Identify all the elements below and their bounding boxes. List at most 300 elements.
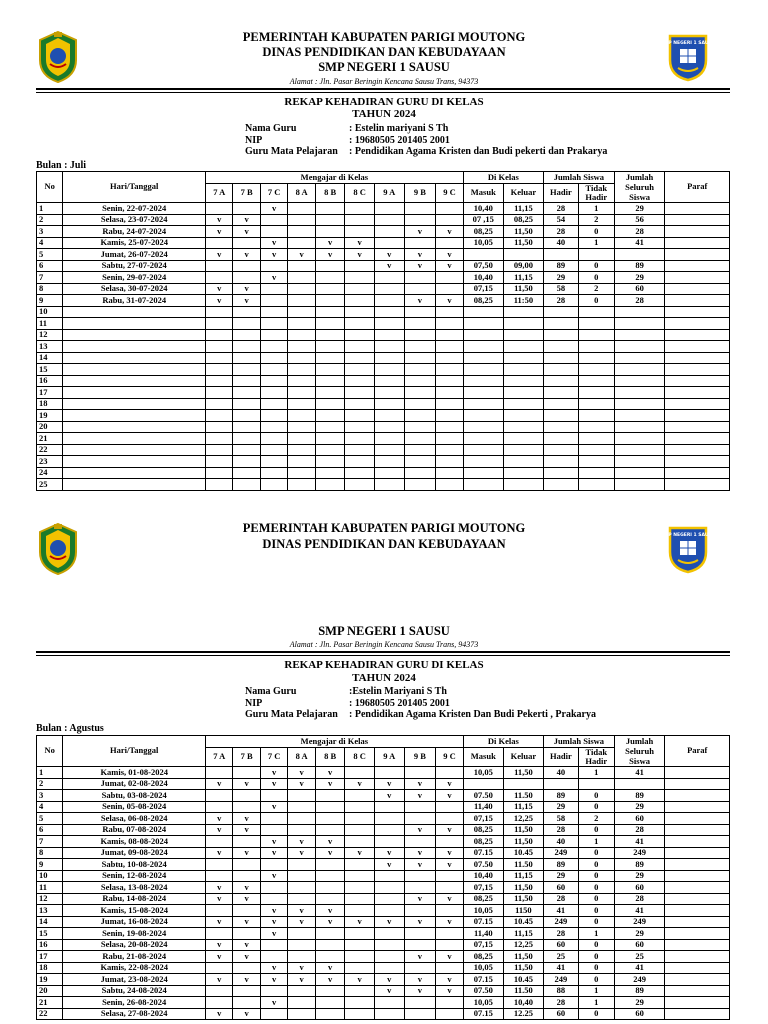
cell-class-mark: v	[288, 905, 315, 917]
cell-total	[614, 306, 665, 318]
cell-class-mark	[260, 364, 287, 376]
cell-sign	[665, 778, 730, 790]
cell-out	[503, 444, 543, 456]
cell-class-mark: v	[233, 214, 260, 226]
cell-total	[614, 778, 665, 790]
cell-class-mark	[206, 790, 233, 802]
cell-in	[463, 249, 503, 261]
cell-class-mark: v	[404, 951, 436, 963]
cell-present	[543, 249, 578, 261]
cell-class-mark	[288, 272, 315, 284]
cell-out: 11,50	[503, 767, 543, 779]
cell-no: 15	[37, 364, 63, 376]
cell-present	[543, 444, 578, 456]
cell-out	[503, 433, 543, 445]
cell-class-mark	[315, 939, 345, 951]
cell-class-mark	[436, 421, 464, 433]
cell-class-mark	[233, 398, 260, 410]
cell-out: 11,15	[503, 870, 543, 882]
cell-in: 08,25	[463, 836, 503, 848]
cell-class-mark: v	[206, 939, 233, 951]
cell-class-mark	[374, 444, 404, 456]
cell-out	[503, 456, 543, 468]
cell-absent	[578, 352, 614, 364]
cell-class-mark: v	[288, 249, 315, 261]
cell-sign	[665, 916, 730, 928]
cell-class-mark	[206, 962, 233, 974]
name-label: Nama Guru	[245, 686, 297, 697]
cell-class-mark	[260, 939, 287, 951]
cell-class-mark	[233, 985, 260, 997]
cell-present	[543, 467, 578, 479]
school-address: Alamat : Jln. Pasar Beringin Kencana Sausu Trans, 94373	[289, 77, 479, 86]
cell-total: 89	[614, 859, 665, 871]
cell-sign	[665, 905, 730, 917]
cell-class-mark	[436, 905, 464, 917]
col-total: Jumlah Seluruh Siswa	[614, 172, 665, 203]
cell-class-mark	[206, 421, 233, 433]
cell-out: 11,15	[503, 203, 543, 215]
cell-present	[543, 421, 578, 433]
cell-class-mark	[404, 214, 436, 226]
cell-sign	[665, 847, 730, 859]
cell-in: 07,15	[463, 283, 503, 295]
cell-class-mark	[288, 951, 315, 963]
cell-class-mark: v	[374, 859, 404, 871]
cell-sign	[665, 444, 730, 456]
cell-class-mark	[436, 398, 464, 410]
table-row	[37, 882, 730, 894]
cell-class-mark: v	[260, 778, 287, 790]
cell-sign	[665, 801, 730, 813]
cell-out	[503, 421, 543, 433]
cell-class-mark	[260, 456, 287, 468]
col-sign: Paraf	[665, 172, 730, 203]
cell-sign	[665, 226, 730, 238]
cell-day	[63, 387, 206, 399]
table-row	[37, 433, 730, 445]
cell-class-mark	[374, 479, 404, 491]
cell-class-mark	[288, 283, 315, 295]
cell-present: 58	[543, 283, 578, 295]
cell-day: Rabu, 21-08-2024	[63, 951, 206, 963]
cell-class-mark	[436, 329, 464, 341]
cell-sign	[665, 203, 730, 215]
table-row	[37, 249, 730, 261]
cell-class-mark	[315, 882, 345, 894]
cell-class-mark	[374, 364, 404, 376]
cell-no: 18	[37, 962, 63, 974]
table-row	[37, 410, 730, 422]
cell-day: Kamis, 08-08-2024	[63, 836, 206, 848]
sheet-july	[0, 0, 768, 505]
cell-class-mark	[288, 813, 315, 825]
header-divider	[36, 88, 730, 90]
table-row	[37, 226, 730, 238]
cell-total: 29	[614, 928, 665, 940]
cell-class-mark	[315, 824, 345, 836]
cell-no: 13	[37, 905, 63, 917]
cell-out: 08,25	[503, 214, 543, 226]
cell-class-mark	[288, 306, 315, 318]
cell-class-mark	[345, 928, 375, 940]
cell-class-mark: v	[260, 237, 287, 249]
cell-no: 12	[37, 893, 63, 905]
cell-class-mark: v	[374, 985, 404, 997]
cell-present: 54	[543, 214, 578, 226]
cell-class-mark	[233, 237, 260, 249]
cell-in: 11,40	[463, 801, 503, 813]
cell-sign	[665, 306, 730, 318]
cell-day: Kamis, 01-08-2024	[63, 767, 206, 779]
cell-class-mark	[206, 905, 233, 917]
cell-class-mark	[260, 433, 287, 445]
cell-class-mark	[315, 329, 345, 341]
col-class: 9 C	[436, 747, 464, 766]
header-row	[37, 736, 730, 748]
cell-class-mark	[436, 767, 464, 779]
cell-class-mark: v	[206, 893, 233, 905]
cell-class-mark	[345, 318, 375, 330]
cell-out	[503, 306, 543, 318]
cell-class-mark	[260, 985, 287, 997]
cell-class-mark	[206, 985, 233, 997]
col-class: 8 A	[288, 183, 315, 202]
cell-out	[503, 479, 543, 491]
cell-sign	[665, 249, 730, 261]
cell-total	[614, 375, 665, 387]
col-no: No	[37, 736, 63, 767]
cell-class-mark: v	[374, 974, 404, 986]
cell-class-mark	[288, 433, 315, 445]
cell-class-mark	[404, 813, 436, 825]
cell-class-mark	[374, 421, 404, 433]
cell-class-mark: v	[436, 226, 464, 238]
table-row	[37, 836, 730, 848]
cell-present: 28	[543, 295, 578, 307]
cell-class-mark	[260, 859, 287, 871]
cell-class-mark	[374, 341, 404, 353]
cell-present	[543, 778, 578, 790]
cell-class-mark: v	[233, 939, 260, 951]
cell-class-mark	[404, 905, 436, 917]
cell-class-mark: v	[436, 295, 464, 307]
cell-in: 08,25	[463, 893, 503, 905]
cell-day: Senin, 29-07-2024	[63, 272, 206, 284]
cell-class-mark	[436, 801, 464, 813]
cell-out: 11.50	[503, 985, 543, 997]
cell-class-mark	[206, 237, 233, 249]
cell-no: 17	[37, 387, 63, 399]
cell-class-mark	[374, 951, 404, 963]
cell-in	[463, 421, 503, 433]
cell-absent	[578, 479, 614, 491]
cell-class-mark	[206, 467, 233, 479]
cell-class-mark	[206, 318, 233, 330]
cell-day: Senin, 22-07-2024	[63, 203, 206, 215]
cell-class-mark	[345, 306, 375, 318]
cell-class-mark	[288, 226, 315, 238]
cell-class-mark	[288, 364, 315, 376]
sheet-august	[0, 516, 768, 1024]
cell-out: 12,25	[503, 939, 543, 951]
cell-class-mark	[206, 260, 233, 272]
cell-sign	[665, 421, 730, 433]
cell-class-mark	[260, 951, 287, 963]
cell-class-mark	[436, 306, 464, 318]
cell-class-mark	[233, 203, 260, 215]
cell-class-mark	[288, 203, 315, 215]
cell-class-mark	[260, 813, 287, 825]
col-class: 7 B	[233, 183, 260, 202]
cell-total	[614, 364, 665, 376]
cell-class-mark	[288, 456, 315, 468]
cell-class-mark	[436, 479, 464, 491]
cell-class-mark	[436, 352, 464, 364]
cell-sign	[665, 467, 730, 479]
cell-class-mark	[345, 398, 375, 410]
cell-in: 10,40	[463, 272, 503, 284]
cell-no: 10	[37, 306, 63, 318]
cell-no: 5	[37, 813, 63, 825]
cell-no: 15	[37, 928, 63, 940]
cell-class-mark	[260, 214, 287, 226]
cell-absent	[578, 249, 614, 261]
cell-in	[463, 306, 503, 318]
cell-in: 07.50	[463, 790, 503, 802]
cell-class-mark: v	[436, 974, 464, 986]
col-absent: Tidak Hadir	[578, 747, 614, 766]
cell-class-mark	[315, 801, 345, 813]
school-address: Alamat : Jln. Pasar Beringin Kencana Sausu Trans, 94373	[289, 640, 479, 649]
cell-day: Jumat, 23-08-2024	[63, 974, 206, 986]
cell-class-mark	[374, 882, 404, 894]
table-row	[37, 421, 730, 433]
cell-class-mark: v	[374, 847, 404, 859]
cell-no: 16	[37, 375, 63, 387]
cell-class-mark: v	[404, 974, 436, 986]
cell-no: 3	[37, 790, 63, 802]
cell-present: 29	[543, 870, 578, 882]
cell-day	[63, 467, 206, 479]
cell-class-mark	[374, 813, 404, 825]
cell-class-mark: v	[436, 859, 464, 871]
cell-class-mark	[233, 456, 260, 468]
cell-day: Selasa, 23-07-2024	[63, 214, 206, 226]
nip-value: : 19680505 201405 2001	[349, 697, 450, 709]
table-row	[37, 939, 730, 951]
cell-class-mark: v	[436, 249, 464, 261]
table-row	[37, 329, 730, 341]
subject-label: Guru Mata Pelajaran	[245, 146, 338, 157]
cell-present: 41	[543, 962, 578, 974]
cell-class-mark	[404, 341, 436, 353]
cell-class-mark	[260, 444, 287, 456]
cell-class-mark: v	[436, 260, 464, 272]
cell-class-mark	[374, 824, 404, 836]
cell-class-mark	[374, 433, 404, 445]
cell-class-mark	[233, 790, 260, 802]
cell-day	[63, 421, 206, 433]
cell-class-mark	[345, 433, 375, 445]
nip-value: : 19680505 201405 2001	[349, 134, 450, 146]
cell-total: 60	[614, 882, 665, 894]
cell-out: 10.45	[503, 974, 543, 986]
government-title: PEMERINTAH KABUPATEN PARIGI MOUTONG	[242, 30, 526, 44]
cell-class-mark	[288, 352, 315, 364]
cell-out: 11:50	[503, 295, 543, 307]
cell-no: 4	[37, 237, 63, 249]
cell-class-mark	[345, 962, 375, 974]
cell-class-mark	[315, 790, 345, 802]
cell-class-mark: v	[233, 847, 260, 859]
cell-class-mark	[288, 318, 315, 330]
cell-absent: 0	[578, 272, 614, 284]
cell-total: 249	[614, 916, 665, 928]
cell-class-mark	[260, 260, 287, 272]
table-row	[37, 260, 730, 272]
cell-day	[63, 306, 206, 318]
cell-total: 60	[614, 1008, 665, 1020]
cell-class-mark	[436, 1008, 464, 1020]
cell-absent: 0	[578, 951, 614, 963]
col-no: No	[37, 172, 63, 203]
cell-class-mark: v	[288, 974, 315, 986]
col-day: Hari/Tanggal	[63, 172, 206, 203]
cell-class-mark: v	[404, 790, 436, 802]
cell-class-mark	[345, 341, 375, 353]
cell-no: 22	[37, 444, 63, 456]
cell-day: Jumat, 02-08-2024	[63, 778, 206, 790]
cell-in: 07.15	[463, 847, 503, 859]
cell-sign	[665, 364, 730, 376]
cell-class-mark: v	[374, 260, 404, 272]
table-row	[37, 790, 730, 802]
col-present: Hadir	[543, 183, 578, 202]
cell-out: 11,15	[503, 801, 543, 813]
cell-sign	[665, 295, 730, 307]
cell-class-mark	[345, 790, 375, 802]
cell-class-mark	[315, 364, 345, 376]
cell-in	[463, 398, 503, 410]
cell-class-mark	[233, 928, 260, 940]
cell-class-mark	[233, 318, 260, 330]
cell-class-mark	[436, 283, 464, 295]
cell-class-mark	[404, 387, 436, 399]
col-students: Jumlah Siswa	[543, 736, 614, 748]
cell-class-mark	[404, 352, 436, 364]
cell-class-mark	[374, 997, 404, 1009]
cell-sign	[665, 985, 730, 997]
cell-class-mark: v	[206, 882, 233, 894]
cell-class-mark: v	[288, 847, 315, 859]
col-class: 9 B	[404, 183, 436, 202]
cell-class-mark: v	[374, 778, 404, 790]
cell-class-mark: v	[404, 824, 436, 836]
cell-day: Selasa, 20-08-2024	[63, 939, 206, 951]
table-row	[37, 306, 730, 318]
cell-absent	[578, 375, 614, 387]
cell-class-mark	[260, 467, 287, 479]
cell-sign	[665, 352, 730, 364]
cell-class-mark: v	[404, 847, 436, 859]
cell-class-mark	[374, 272, 404, 284]
cell-present	[543, 375, 578, 387]
cell-no: 2	[37, 778, 63, 790]
cell-in: 07,15	[463, 939, 503, 951]
cell-in: 10,05	[463, 905, 503, 917]
cell-class-mark: v	[315, 778, 345, 790]
cell-class-mark: v	[436, 824, 464, 836]
cell-class-mark: v	[260, 847, 287, 859]
cell-class-mark: v	[260, 974, 287, 986]
table-row	[37, 847, 730, 859]
cell-class-mark	[436, 444, 464, 456]
cell-total: 28	[614, 226, 665, 238]
cell-out: 11.50	[503, 859, 543, 871]
cell-absent: 0	[578, 905, 614, 917]
cell-day: Sabtu, 03-08-2024	[63, 790, 206, 802]
cell-total	[614, 410, 665, 422]
cell-in: 07.50	[463, 859, 503, 871]
cell-total: 29	[614, 997, 665, 1009]
cell-out: 11,50	[503, 237, 543, 249]
nip-label: NIP	[245, 134, 263, 146]
cell-present: 25	[543, 951, 578, 963]
cell-absent: 1	[578, 997, 614, 1009]
cell-class-mark	[206, 203, 233, 215]
cell-no: 14	[37, 352, 63, 364]
cell-class-mark	[374, 295, 404, 307]
cell-class-mark	[374, 237, 404, 249]
cell-class-mark	[436, 387, 464, 399]
cell-class-mark: v	[436, 985, 464, 997]
cell-out: 12,25	[503, 813, 543, 825]
cell-class-mark	[233, 410, 260, 422]
cell-class-mark	[233, 479, 260, 491]
table-row	[37, 893, 730, 905]
cell-class-mark	[288, 824, 315, 836]
cell-sign	[665, 974, 730, 986]
cell-total	[614, 444, 665, 456]
cell-class-mark	[374, 962, 404, 974]
col-sign: Paraf	[665, 736, 730, 767]
report-year: TAHUN 2024	[352, 672, 416, 684]
nip-label: NIP	[245, 697, 263, 709]
cell-class-mark	[315, 306, 345, 318]
col-teaching: Mengajar di Kelas	[206, 172, 464, 184]
cell-no: 18	[37, 398, 63, 410]
cell-class-mark	[374, 905, 404, 917]
cell-class-mark	[288, 985, 315, 997]
cell-class-mark	[260, 387, 287, 399]
cell-class-mark	[436, 813, 464, 825]
cell-class-mark	[315, 398, 345, 410]
cell-in	[463, 387, 503, 399]
cell-out: 11,50	[503, 893, 543, 905]
cell-class-mark: v	[436, 893, 464, 905]
cell-class-mark	[288, 928, 315, 940]
cell-total: 28	[614, 893, 665, 905]
cell-day: Senin, 05-08-2024	[63, 801, 206, 813]
report-title: REKAP KEHADIRAN GURU DI KELAS	[284, 659, 484, 671]
cell-class-mark: v	[404, 249, 436, 261]
cell-sign	[665, 214, 730, 226]
cell-class-mark: v	[315, 767, 345, 779]
cell-in	[463, 410, 503, 422]
cell-in: 10,05	[463, 962, 503, 974]
cell-class-mark: v	[206, 824, 233, 836]
